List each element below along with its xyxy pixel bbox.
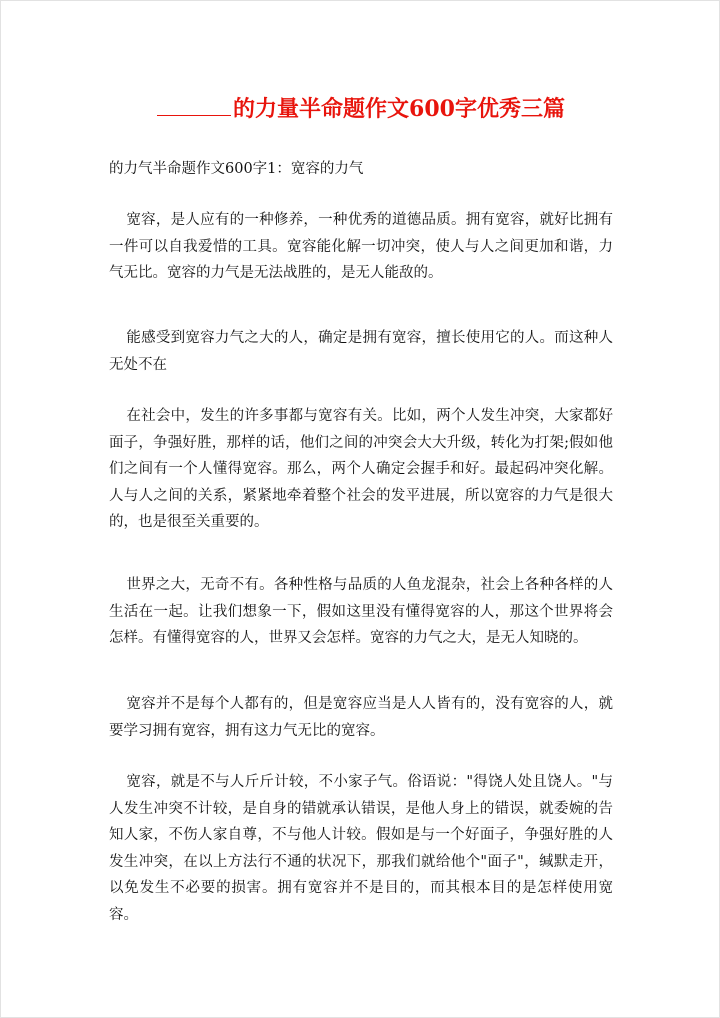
essay-subtitle: 的力气半命题作文600字1：宽容的力气: [109, 161, 364, 177]
paragraph-3: 在社会中，发生的许多事都与宽容有关。比如，两个人发生冲突，大家都好面子，争强好胜，那样的话，他们之间的冲突会大大升级，转化为打架;假如他们之间有一个人懂得宽容。那么，两个人确定会握手和好。最起码冲突化解。人与人之间的关系，紧紧地牵着整个社会的发平进展，所以宽容的力气是很大的，也是很至关重要的。: [109, 408, 613, 530]
paragraph-2: 能感受到宽容力气之大的人，确定是拥有宽容，擅长使用它的人。而这种人无处不在: [109, 330, 613, 373]
title-text: 的力量半命题作文600字优秀三篇: [233, 96, 565, 122]
title-blank-line: [157, 95, 231, 116]
paragraph-6: 宽容，就是不与人斤斤计较，不小家子气。俗语说："得饶人处且饶人。"与人发生冲突不计较，是自身的错就承认错误，是他人身上的错误，就委婉的告知人家，不伤人家自尊，不与他人计较。假如是与一个好面子，争强好胜的人发生冲突，在以上方法行不通的状况下，那我们就给他个"面子"，缄默走开，以免发生不必要的损害。拥有宽容并不是目的，而其根本目的是怎样使用宽容。: [109, 774, 613, 923]
paragraph-1: 宽容，是人应有的一种修养，一种优秀的道德品质。拥有宽容，就好比拥有一件可以自我爱惜的工具。宽容能化解一切冲突，使人与人之间更加和谐，力气无比。宽容的力气是无法战胜的，是无人能敌的。: [109, 212, 613, 281]
paragraph-5: 宽容并不是每个人都有的，但是宽容应当是人人皆有的，没有宽容的人，就要学习拥有宽容，拥有这力气无比的宽容。: [109, 696, 613, 739]
page-title: [1, 94, 720, 124]
paragraph-4: 世界之大，无奇不有。各种性格与品质的人鱼龙混杂，社会上各种各样的人生活在一起。让我们想象一下，假如这里没有懂得宽容的人，那这个世界将会怎样。有懂得宽容的人，世界又会怎样。宽容的力气之大，是无人知晓的。: [109, 577, 613, 646]
